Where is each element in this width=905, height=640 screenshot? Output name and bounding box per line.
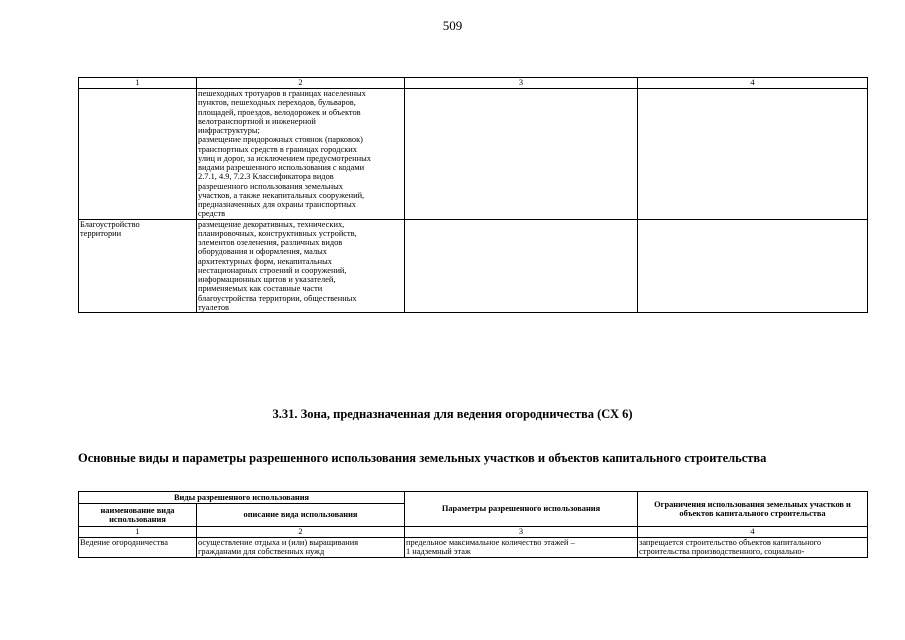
column-number: 3 xyxy=(405,527,638,538)
text-line: пунктов, пешеходных переходов, бульваров, xyxy=(198,98,356,108)
text-line: нестационарных строений и сооружений, xyxy=(198,265,347,275)
header-params: Параметры разрешенного использования xyxy=(405,492,638,527)
land-use-table xyxy=(78,491,868,558)
land-use-table-continued xyxy=(78,77,868,313)
header-use-types: Виды разрешенного использования xyxy=(79,492,405,504)
table-row xyxy=(79,538,868,558)
text-line: оборудования и оформления, малых xyxy=(198,247,327,257)
column-number-row xyxy=(79,78,868,89)
use-name-cell: Ведение огородничества xyxy=(79,538,197,558)
text-line: осуществление отдыха и (или) выращивания xyxy=(198,538,359,547)
header-use-description: описание вида использования xyxy=(197,504,405,527)
text-line: предельное максимальное количество этажей – xyxy=(406,538,575,547)
text-line: Благоустройство xyxy=(80,219,140,229)
text-line: благоустройства территории, общественных xyxy=(198,293,357,303)
text-line: инфраструктуры; xyxy=(198,126,260,135)
text-line: площадей, проездов, велодорожек и объектов xyxy=(198,107,361,117)
text-line: 2.7.1, 4.9, 7.2.3 Классификатора видов xyxy=(198,172,334,182)
text-line: размещение придорожных стоянок (парковок) xyxy=(198,135,363,145)
text-line: пешеходных тротуаров в границах населенных xyxy=(198,89,366,98)
limits-cell xyxy=(638,538,868,558)
use-name-cell xyxy=(79,219,197,313)
use-description-cell xyxy=(197,89,405,220)
text-line: 1 надземный этаж xyxy=(406,547,471,557)
page-number: 509 xyxy=(442,18,463,33)
subsection-title: Основные виды и параметры разрешенного использования земельных участков и объектов капитального строительства xyxy=(78,451,767,465)
text-line: велотранспортной и инженерной xyxy=(198,116,316,126)
table-row xyxy=(79,89,868,220)
column-number: 4 xyxy=(638,78,868,89)
params-cell xyxy=(405,538,638,558)
limits-cell xyxy=(638,219,868,313)
text-line: архитектурных форм, некапитальных xyxy=(198,256,332,266)
use-description-cell xyxy=(197,538,405,558)
params-cell xyxy=(405,219,638,313)
table-header-row xyxy=(79,492,868,504)
text-line: территории xyxy=(80,228,122,238)
text-line: планировочных, конструктивных устройств, xyxy=(198,228,357,238)
text-line: запрещается строительство объектов капитального xyxy=(639,538,822,547)
column-number: 1 xyxy=(79,527,197,538)
section-title: 3.31. Зона, предназначенная для ведения огородничества (СХ 6) xyxy=(272,407,633,421)
use-name-cell xyxy=(79,89,197,220)
text-line: туалетов xyxy=(198,302,230,312)
header-limits: Ограничения использования земельных участков и объектов капитального строительства xyxy=(638,492,868,527)
text-line: средств xyxy=(198,209,226,219)
text-line: гражданами для собственных нужд xyxy=(198,547,325,557)
text-line: строительства производственного, социально- xyxy=(639,547,805,557)
text-line: участков, а также некапитальных сооружений, xyxy=(198,190,365,200)
column-number: 2 xyxy=(197,78,405,89)
column-number-row xyxy=(79,527,868,538)
text-line: размещение декоративных, технических, xyxy=(198,219,345,229)
limits-cell xyxy=(638,89,868,220)
use-description-cell xyxy=(197,219,405,313)
text-line: транспортных средств в границах городских xyxy=(198,144,357,154)
column-number: 1 xyxy=(79,78,197,89)
text-line: разрешенного использования земельных xyxy=(198,181,343,191)
column-number: 3 xyxy=(405,78,638,89)
text-line: предназначенных для охраны транспортных xyxy=(198,200,356,209)
text-line: видами разрешенного использования с кодами xyxy=(198,163,365,172)
text-line: применяемых как составные части xyxy=(198,284,323,294)
text-line: улиц и дорог, за исключением предусмотренных xyxy=(198,153,371,163)
table-row xyxy=(79,219,868,313)
column-number: 4 xyxy=(638,527,868,538)
text-line: информационных щитов и указателей, xyxy=(198,275,336,284)
column-number: 2 xyxy=(197,527,405,538)
header-use-name: наименование вида использования xyxy=(79,504,197,527)
text-line: элементов озеленения, различных видов xyxy=(198,238,343,247)
params-cell xyxy=(405,89,638,220)
